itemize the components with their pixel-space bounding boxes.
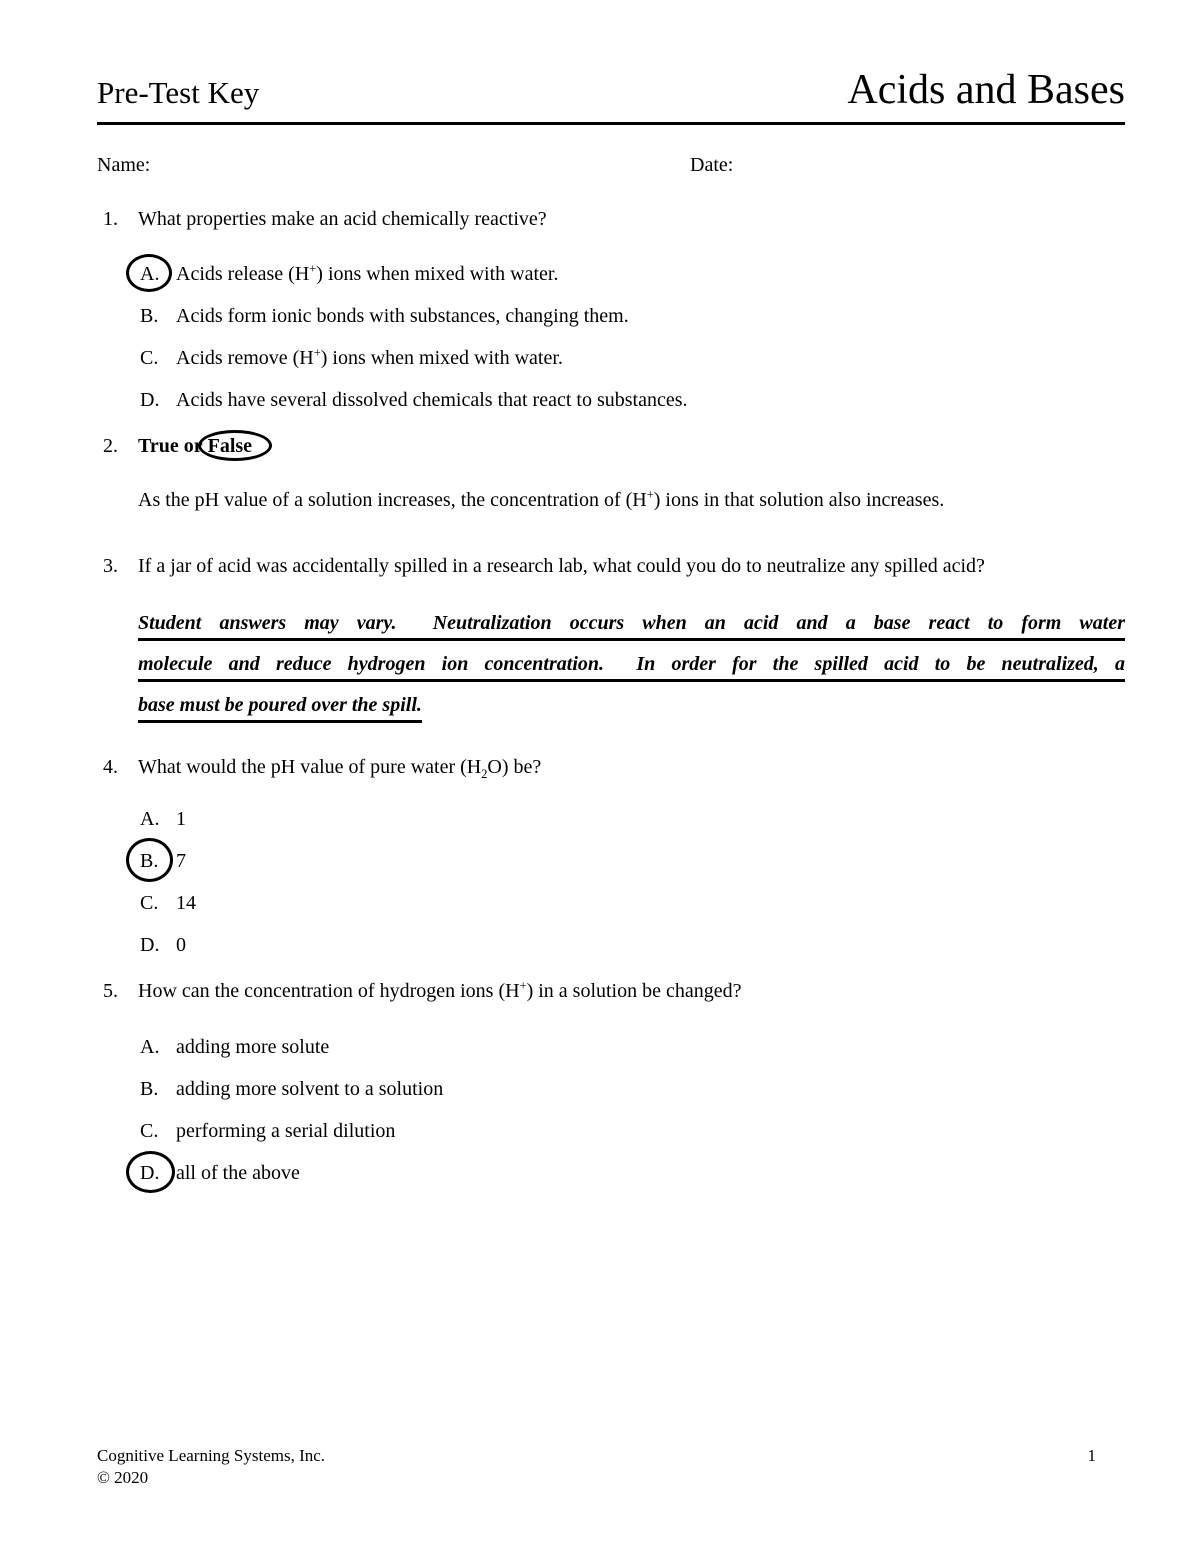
option-text: adding more solvent to a solution bbox=[176, 1078, 444, 1100]
option-letter-text: A. bbox=[140, 1036, 160, 1058]
question-2 bbox=[97, 434, 1125, 512]
question-text: What properties make an acid chemically reactive? bbox=[138, 208, 547, 230]
option-letter-text: C. bbox=[140, 347, 159, 369]
question-5-text-row bbox=[97, 979, 1125, 1003]
option-text-pre: Acids release (H bbox=[176, 263, 310, 285]
footer-left bbox=[97, 1445, 325, 1489]
answer-option bbox=[97, 388, 1125, 412]
question-2-text-row bbox=[97, 434, 1125, 458]
question-3-answer bbox=[138, 610, 1125, 723]
question-4 bbox=[97, 755, 1125, 957]
question-3-text-row bbox=[97, 554, 1125, 578]
question-number: 5. bbox=[103, 980, 118, 1002]
option-text: performing a serial dilution bbox=[176, 1120, 396, 1142]
option-letter-text: D. bbox=[140, 1162, 160, 1184]
question-text bbox=[138, 434, 1125, 458]
question-5-options bbox=[97, 1035, 1125, 1185]
option-letter-text: B. bbox=[140, 305, 159, 327]
option-text: all of the above bbox=[176, 1162, 300, 1184]
option-letter bbox=[140, 933, 176, 957]
answer-option bbox=[97, 1035, 1125, 1059]
question-text-pre: What would the pH value of pure water (H bbox=[138, 756, 482, 778]
question-text: If a jar of acid was accidentally spilled in a research lab, what could you do to neutralize any spilled acid? bbox=[138, 555, 985, 577]
question-1 bbox=[97, 207, 1125, 412]
false-word: False bbox=[207, 435, 253, 457]
option-letter-text: B. bbox=[140, 1078, 159, 1100]
question-text-post: ) in a solution be changed? bbox=[526, 980, 742, 1002]
answer-option bbox=[97, 891, 1125, 915]
question-4-text-row bbox=[97, 755, 1125, 779]
option-text: 0 bbox=[176, 934, 186, 956]
option-letter bbox=[140, 1161, 176, 1185]
option-letter bbox=[140, 891, 176, 915]
answer-option bbox=[97, 807, 1125, 831]
option-letter-text: C. bbox=[140, 892, 159, 914]
answer-line bbox=[138, 692, 1125, 723]
option-text-pre: Acids remove (H bbox=[176, 347, 314, 369]
answer-option bbox=[97, 304, 1125, 328]
statement-post: ) ions in that solution also increases. bbox=[653, 489, 945, 511]
question-3 bbox=[97, 554, 1125, 723]
date-label: Date: bbox=[690, 154, 734, 176]
option-letter bbox=[140, 1119, 176, 1143]
option-letter bbox=[140, 346, 176, 370]
answer-option bbox=[97, 849, 1125, 873]
option-letter-text: D. bbox=[140, 934, 160, 956]
document-header bbox=[97, 66, 1125, 125]
answer-option bbox=[97, 346, 1125, 370]
option-letter bbox=[140, 304, 176, 328]
page-footer bbox=[97, 1445, 1096, 1489]
footer-copyright: © 2020 bbox=[97, 1468, 149, 1487]
question-number: 2. bbox=[103, 435, 118, 457]
answer-option bbox=[97, 1161, 1125, 1185]
question-number: 3. bbox=[103, 555, 118, 577]
statement-pre: As the pH value of a solution increases, the concentration of (H bbox=[138, 489, 647, 511]
answer-line: molecule and reduce hydrogen ion concentration. In order for the spilled acid to be neutralized, a bbox=[138, 651, 1125, 682]
option-letter bbox=[140, 388, 176, 412]
question-number: 1. bbox=[103, 208, 118, 230]
true-or-label: True or bbox=[138, 435, 203, 457]
superscript-plus: + bbox=[309, 261, 317, 276]
superscript-plus: + bbox=[313, 345, 321, 360]
option-letter bbox=[140, 262, 176, 286]
circled-answer-word bbox=[208, 434, 252, 458]
option-text bbox=[176, 346, 563, 370]
option-text bbox=[176, 262, 558, 286]
option-letter bbox=[140, 1077, 176, 1101]
answer-line-text: base must be poured over the spill. bbox=[138, 692, 422, 723]
option-text: 7 bbox=[176, 850, 186, 872]
answer-line: Student answers may vary. Neutralization occurs when an acid and a base react to form water bbox=[138, 610, 1125, 641]
document-title-left: Pre-Test Key bbox=[97, 75, 260, 110]
option-text: Acids have several dissolved chemicals that react to substances. bbox=[176, 389, 688, 411]
question-1-text-row bbox=[97, 207, 1125, 231]
question-1-options bbox=[97, 262, 1125, 412]
name-label: Name: bbox=[97, 154, 151, 176]
option-text: 1 bbox=[176, 808, 186, 830]
superscript-plus: + bbox=[519, 978, 527, 993]
option-text-post: ) ions when mixed with water. bbox=[320, 347, 563, 369]
option-text-post: ) ions when mixed with water. bbox=[316, 263, 559, 285]
question-4-options bbox=[97, 807, 1125, 957]
option-text: adding more solute bbox=[176, 1036, 330, 1058]
name-date-row bbox=[97, 153, 1125, 177]
option-text: Acids form ionic bonds with substances, changing them. bbox=[176, 305, 629, 327]
option-letter-text: D. bbox=[140, 389, 160, 411]
question-text-pre: How can the concentration of hydrogen ions (H bbox=[138, 980, 520, 1002]
answer-option bbox=[97, 1077, 1125, 1101]
question-5 bbox=[97, 979, 1125, 1185]
answer-option bbox=[97, 1119, 1125, 1143]
option-text: 14 bbox=[176, 892, 196, 914]
superscript-plus: + bbox=[646, 487, 654, 502]
option-letter bbox=[140, 849, 176, 873]
question-text-post: O) be? bbox=[487, 756, 542, 778]
option-letter-text: C. bbox=[140, 1120, 159, 1142]
question-text bbox=[138, 979, 1125, 1003]
question-2-statement bbox=[138, 488, 1125, 512]
page-number: 1 bbox=[1087, 1446, 1096, 1465]
option-letter-text: A. bbox=[140, 263, 160, 285]
answer-option bbox=[97, 262, 1125, 286]
subscript-two: 2 bbox=[481, 767, 488, 781]
footer-company: Cognitive Learning Systems, Inc. bbox=[97, 1446, 326, 1465]
document-title-right: Acids and Bases bbox=[847, 67, 1125, 113]
option-letter bbox=[140, 807, 176, 831]
option-letter-text: A. bbox=[140, 808, 160, 830]
option-letter bbox=[140, 1035, 176, 1059]
question-number: 4. bbox=[103, 756, 118, 778]
answer-option bbox=[97, 933, 1125, 957]
question-text bbox=[138, 755, 1125, 779]
option-letter-text: B. bbox=[140, 850, 159, 872]
